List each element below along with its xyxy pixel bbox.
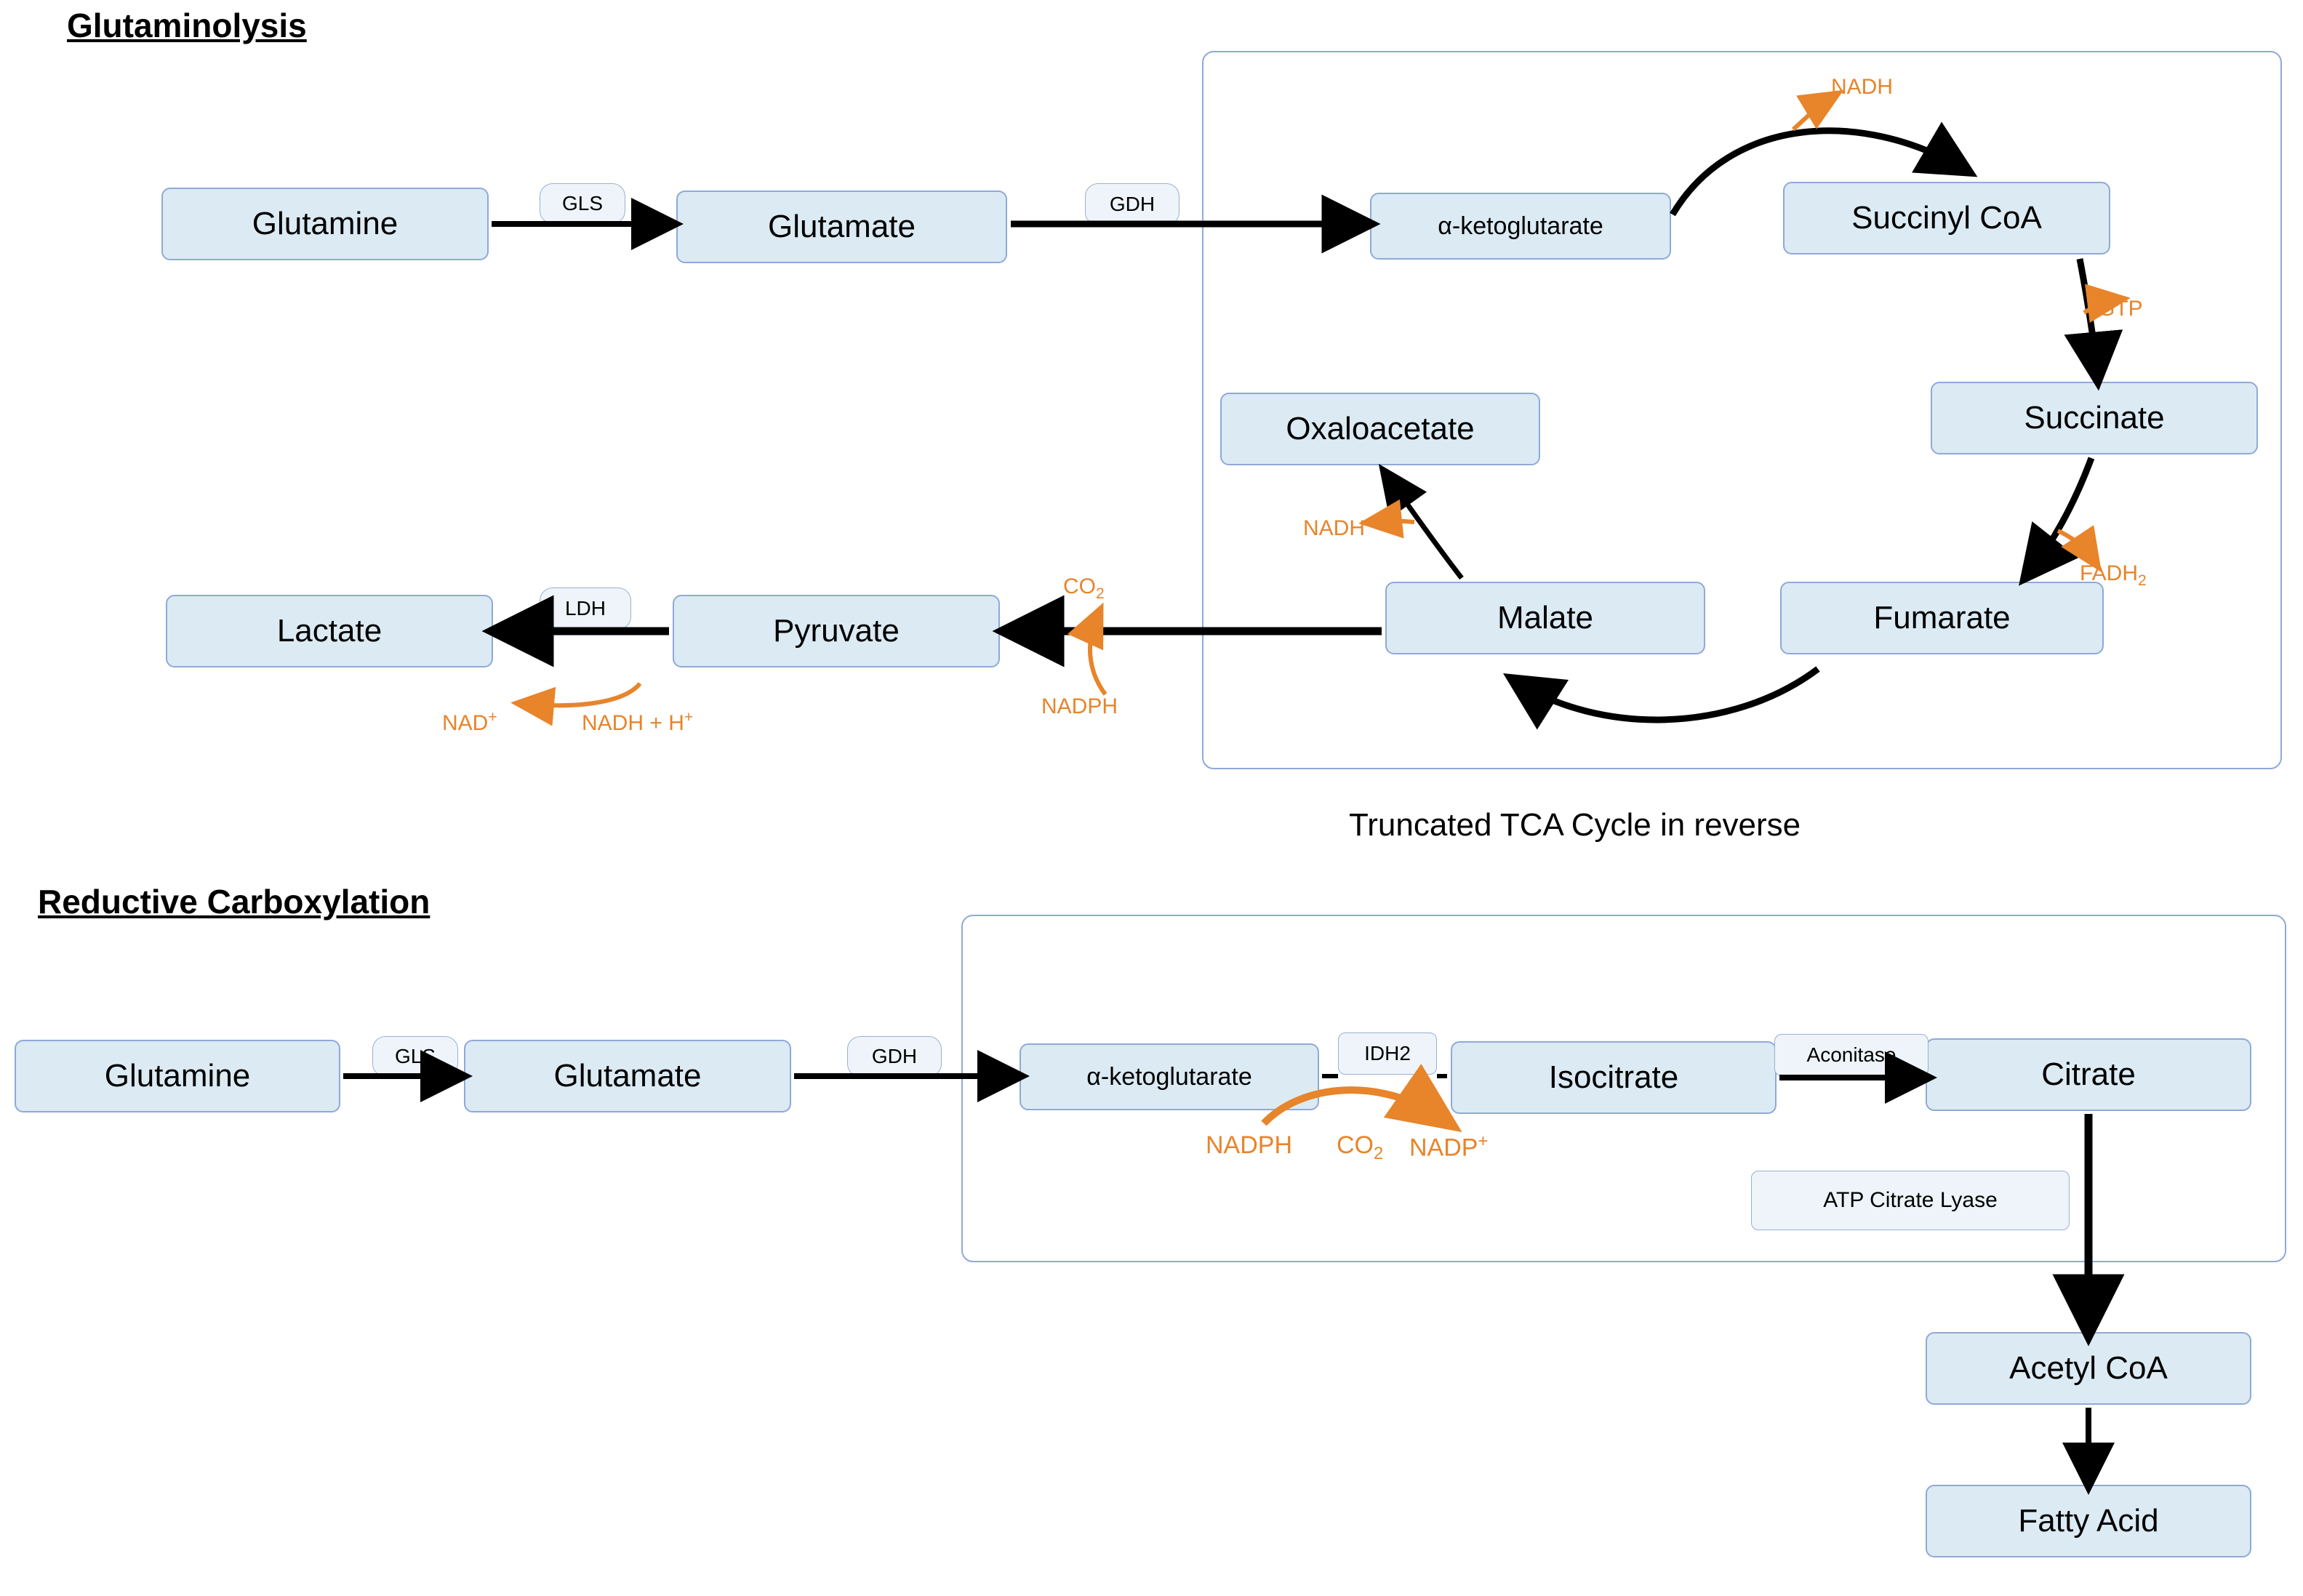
node-glutamine-glutaminolysis[interactable] bbox=[161, 188, 489, 260]
node-malate[interactable] bbox=[1385, 582, 1705, 654]
node-label: Glutamate bbox=[768, 209, 916, 244]
node-label: Citrate bbox=[2041, 1056, 2136, 1092]
node-succinyl-coa[interactable] bbox=[1783, 182, 2110, 254]
node-label: Pyruvate bbox=[773, 613, 900, 649]
node-isocitrate[interactable] bbox=[1451, 1041, 1777, 1114]
node-label: Glutamine bbox=[104, 1058, 251, 1094]
node-label: Malate bbox=[1497, 600, 1594, 635]
cofactor-fadh2: $FADH_2$ bbox=[2080, 561, 2147, 589]
cofactor-co2-idh2: $CO_2$ bbox=[1337, 1131, 1384, 1163]
enzyme-atp-citrate-lyase[interactable] bbox=[1751, 1171, 2070, 1230]
cofactor-nad-plus: NAD+ bbox=[442, 709, 497, 735]
enzyme-label: GDH bbox=[1109, 193, 1155, 215]
node-acetyl-coa[interactable] bbox=[1926, 1332, 2251, 1405]
node-glutamate-reductive[interactable] bbox=[464, 1040, 791, 1112]
enzyme-idh2[interactable] bbox=[1338, 1032, 1437, 1075]
enzyme-label: ATP Citrate Lyase bbox=[1823, 1188, 1998, 1212]
node-label: Oxaloacetate bbox=[1286, 411, 1475, 446]
enzyme-gls-reductive[interactable] bbox=[372, 1036, 458, 1077]
node-lactate[interactable] bbox=[166, 595, 493, 667]
node-label: α-ketoglutarate bbox=[1438, 212, 1603, 240]
node-label: Fatty Acid bbox=[2018, 1503, 2159, 1539]
cofactor-nadh-succinyl: NADH bbox=[1831, 75, 1894, 99]
node-succinate[interactable] bbox=[1931, 382, 2258, 454]
node-label: Fumarate bbox=[1873, 600, 2011, 635]
enzyme-label: GLS bbox=[394, 1045, 436, 1067]
node-fumarate[interactable] bbox=[1780, 582, 2104, 654]
node-glutamate-glutaminolysis[interactable] bbox=[676, 191, 1007, 263]
enzyme-label: Aconitase bbox=[1806, 1043, 1897, 1066]
cofactor-nadh-h: NADH + H+ bbox=[582, 709, 694, 735]
node-label: α-ketoglutarate bbox=[1086, 1062, 1252, 1091]
section-title-reductive-carboxylation: Reductive Carboxylation bbox=[38, 883, 430, 921]
node-alpha-ketoglutarate-glutaminolysis[interactable] bbox=[1370, 193, 1671, 260]
cofactor-nadp-plus-idh2: NADP+ bbox=[1409, 1131, 1489, 1162]
enzyme-gls-glutaminolysis[interactable] bbox=[540, 183, 625, 224]
node-label: Glutamate bbox=[553, 1058, 702, 1094]
node-label: Lactate bbox=[276, 613, 383, 649]
node-label: Isocitrate bbox=[1548, 1059, 1679, 1095]
node-pyruvate[interactable] bbox=[673, 595, 1000, 667]
enzyme-gdh-reductive[interactable] bbox=[847, 1036, 942, 1077]
enzyme-label: LDH bbox=[564, 597, 606, 619]
enzyme-gdh-glutaminolysis[interactable] bbox=[1085, 183, 1179, 225]
node-glutamine-reductive[interactable] bbox=[15, 1040, 340, 1112]
cofactor-gtp: GTP bbox=[2098, 297, 2143, 321]
node-label: Succinyl CoA bbox=[1851, 200, 2042, 236]
caption-tca-cycle: Truncated TCA Cycle in reverse bbox=[1349, 807, 1801, 843]
node-fatty-acid[interactable] bbox=[1926, 1485, 2251, 1557]
section-title-glutaminolysis: Glutaminolysis bbox=[67, 7, 307, 44]
node-alpha-ketoglutarate-reductive[interactable] bbox=[1020, 1043, 1319, 1110]
enzyme-ldh[interactable] bbox=[540, 588, 631, 630]
node-label: Glutamine bbox=[252, 206, 398, 241]
node-citrate[interactable] bbox=[1926, 1038, 2251, 1111]
node-label: Succinate bbox=[2024, 400, 2165, 436]
node-label: Acetyl CoA bbox=[2009, 1350, 2168, 1386]
cofactor-nadh-oaa: NADH bbox=[1303, 516, 1366, 540]
cofactor-nadph-pyruvate: NADPH bbox=[1041, 694, 1118, 718]
enzyme-aconitase[interactable] bbox=[1774, 1034, 1928, 1076]
enzyme-label: IDH2 bbox=[1364, 1042, 1411, 1064]
cofactor-co2-pyruvate: $CO_2$ bbox=[1063, 574, 1105, 602]
enzyme-label: GLS bbox=[561, 192, 604, 214]
enzyme-label: GDH bbox=[871, 1045, 918, 1067]
cofactor-nadph-idh2: NADPH bbox=[1206, 1131, 1293, 1159]
node-oxaloacetate[interactable] bbox=[1220, 393, 1540, 465]
